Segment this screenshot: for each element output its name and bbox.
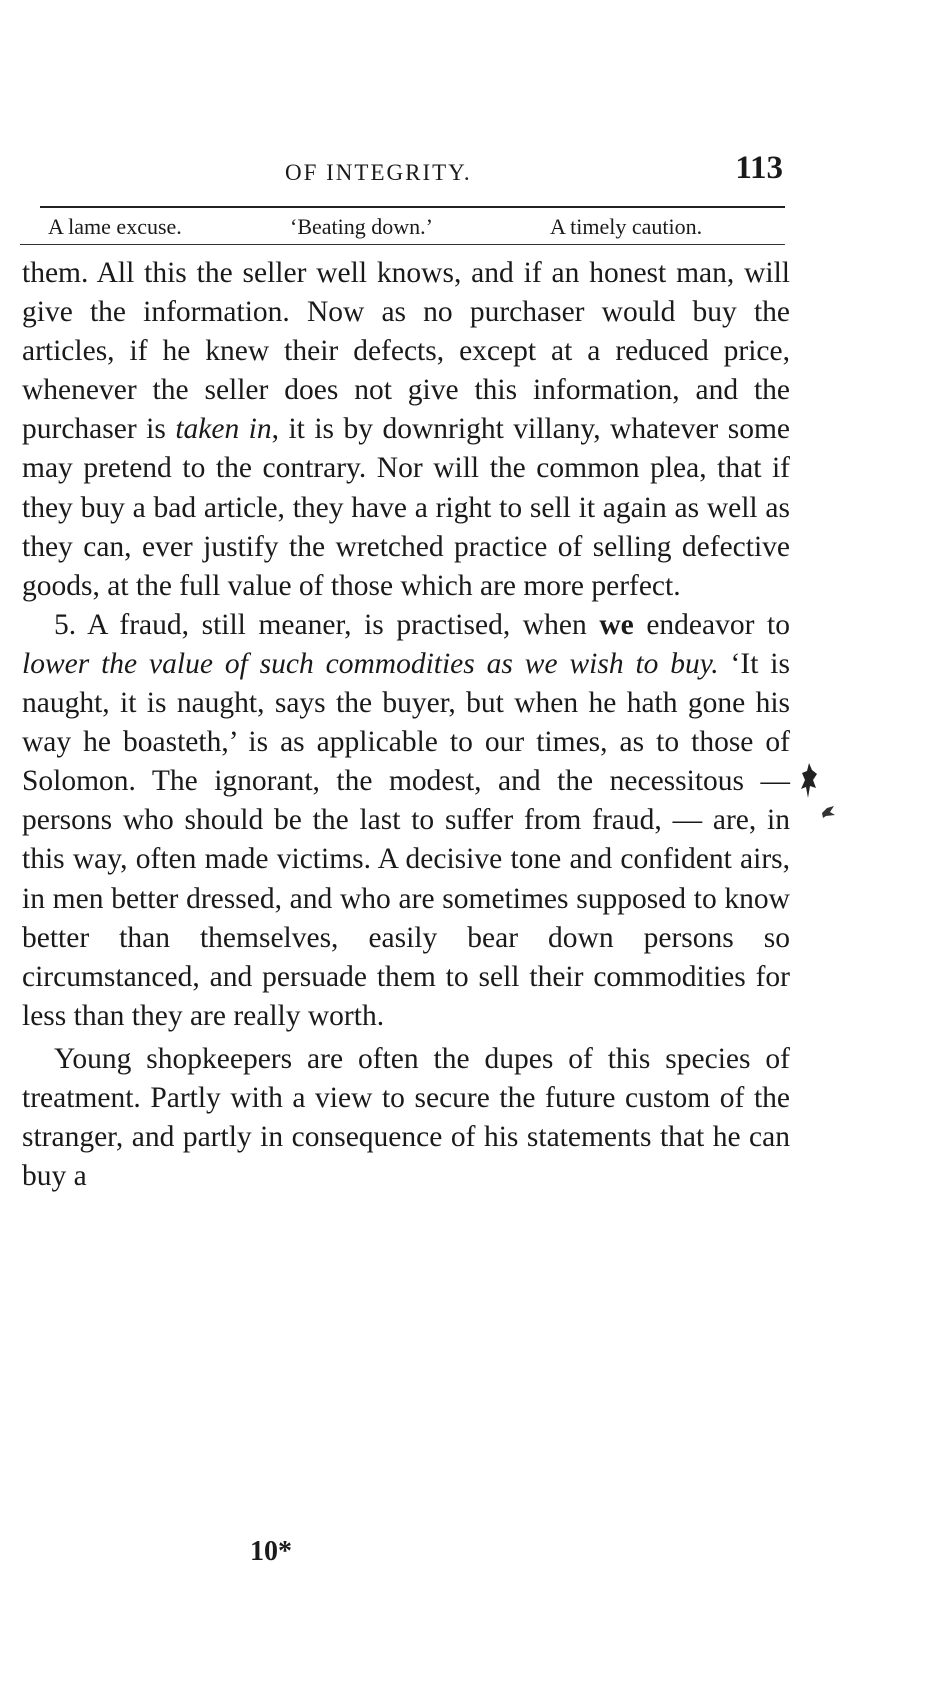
subhead-beating-down: ‘Beating down.’ xyxy=(290,214,433,239)
page-number: 113 xyxy=(735,150,783,186)
paragraph-2 xyxy=(22,606,790,1036)
paragraph-1-text: them. All this the seller well knows, and if an honest man, will give the information. Now as no purchaser would buy the articles, if he knew their defects, except at a reduced price, whenever the seller does not give this information, and the purchaser is xyxy=(22,257,790,446)
subhead-timely-caution: A timely caution. xyxy=(550,214,703,239)
paragraph-1-italic: taken in xyxy=(175,413,272,446)
paragraph-1 xyxy=(22,254,790,606)
paragraph-2-text-rest: ‘It is naught, it is naught, says the buyer, but when he hath gone his way he boasteth,’ is as applicable to our times, as to those of Solomon. The ignorant, the modest, and the necessitous — persons who should be the last to suffer from fraud, — are, in this way, often made victims. A decisive tone and confident airs, in men better dressed, and who are sometimes supposed to know better than themselves, easily bear down persons so circumstanced, and persuade them to sell their commodities for less than they are really worth. xyxy=(22,647,790,1032)
header-rule-bottom xyxy=(20,244,785,245)
subhead-lame-excuse: A lame excuse. xyxy=(48,214,182,239)
paragraph-1-text-rest: , it is by downright villany, whatever some may pretend to the contrary. Nor will the common plea, that if they buy a bad article, they have a right to sell it again as well as they can, ever justify the wretched practice of selling defective goods, at the full value of those which are more perfect. xyxy=(22,413,790,602)
marginal-subheads xyxy=(40,210,785,242)
paragraph-2-text-mid: endeavor to xyxy=(633,608,790,641)
ink-speck-mark xyxy=(820,805,836,819)
paragraph-2-italic: lower the value of such commodities as we wish to buy. xyxy=(22,647,719,680)
running-title: OF INTEGRITY. xyxy=(285,160,472,185)
running-head xyxy=(40,150,785,200)
body-text xyxy=(22,254,790,1196)
ink-blot-mark xyxy=(800,762,818,800)
header-rule-top xyxy=(40,206,785,208)
signature-mark: 10* xyxy=(250,1536,292,1567)
paragraph-2-bold: we xyxy=(599,608,634,641)
paragraph-3: Young shopkeepers are often the dupes of this species of treatment. Partly with a view to secure the future custom of the stranger, and partly in consequence of his statements that he can buy a xyxy=(22,1042,790,1193)
paragraph-2-text: 5. A fraud, still meaner, is practised, when xyxy=(54,608,600,641)
